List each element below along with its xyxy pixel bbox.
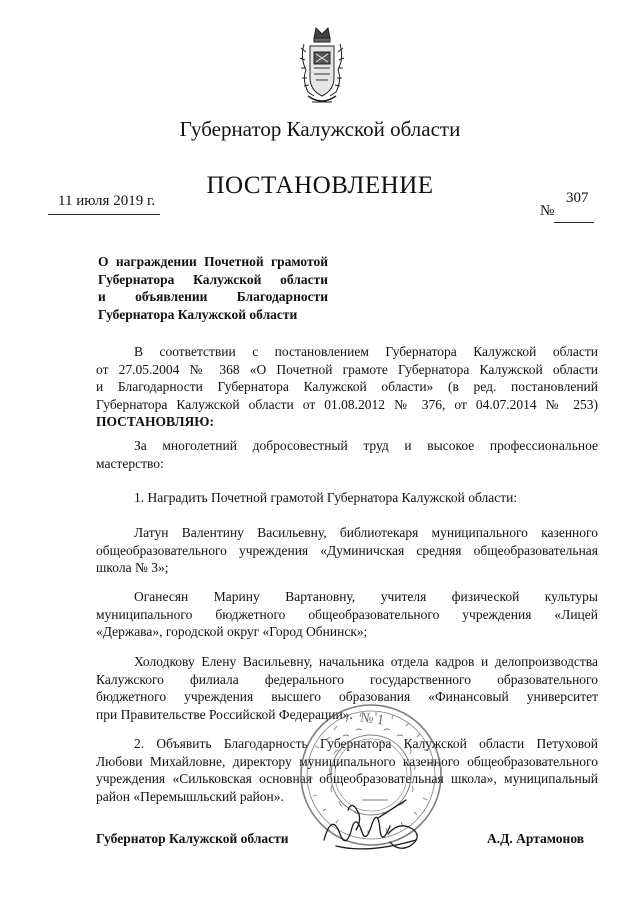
subject-line: Губернатора Калужской области	[98, 271, 328, 287]
document-type: ПОСТАНОВЛЕНИЕ	[206, 172, 434, 199]
subject-line: О награждении Почетной грамотой	[98, 254, 328, 269]
item-1-text: 1. Наградить Почетной грамотой Губернатора Калужской области:	[134, 490, 518, 505]
item-2-line: 2. Объявить Благодарность Губернатора Калужской области Петуховой	[134, 736, 598, 751]
decree-word: ПОСТАНОВЛЯЮ:	[96, 414, 214, 429]
awardee-2-line: Оганесян Марину Вартановну, учителя физической культуры	[134, 589, 598, 604]
awardee-3-line: бюджетного учреждения высшего образования «Финансовый университет	[96, 689, 598, 704]
preamble-line: и Благодарности Губернатора Калужской области» (в ред. постановлений	[96, 379, 598, 394]
preamble-line: В соответствии с постановлением Губернатора Калужской области	[134, 344, 598, 359]
awardee-1-line: школа № 3»;	[96, 560, 169, 575]
awardee-2-line: «Держава», городской округ «Город Обнинск»;	[96, 624, 368, 639]
merit-line: За многолетний добросовестный труд и высокое профессиональное	[134, 438, 598, 453]
merit-paragraph	[96, 437, 598, 472]
item-1-paragraph	[96, 489, 598, 507]
preamble-paragraph	[96, 343, 598, 431]
coat-of-arms-emblem	[296, 24, 348, 110]
preamble-line: от 27.05.2004 № 368 «О Почетной грамоте Губернатора Калужской области	[96, 361, 598, 377]
item-2-line: Любови Михайловне, директору муниципального казенного общеобразовательного	[96, 753, 598, 769]
merit-line: мастерство:	[96, 455, 164, 471]
awardee-2-line: муниципального бюджетного общеобразовательного учреждения «Лицей	[96, 606, 598, 622]
number-underline	[554, 222, 594, 223]
authority-title: Губернатор Калужской области	[179, 117, 461, 141]
number-sign: №	[540, 203, 555, 219]
awardee-2-paragraph	[96, 588, 598, 641]
awardee-3-line: Калужского филиала федерального государственного образовательного	[96, 671, 598, 687]
awardee-3-line: Холодкову Елену Васильевну, начальника отдела кадров и делопроизводства	[134, 654, 598, 669]
seal-number: № 1	[359, 710, 385, 729]
decree-subject	[98, 253, 328, 323]
awardee-1-line: общеобразовательного учреждения «Думиничская средняя общеобразовательная	[96, 542, 598, 558]
awardee-3-line: при Правительстве Российской Федерации».	[96, 706, 353, 722]
decree-number: 307	[566, 190, 589, 206]
subject-line: Губернатора Калужской области	[98, 306, 298, 322]
awardee-1-paragraph	[96, 524, 598, 577]
signatory-title: Губернатор Калужской области	[96, 831, 289, 846]
preamble-line: Губернатора Калужской области от 01.08.2012 № 376, от 04.07.2014 № 253)	[96, 396, 598, 412]
item-2-line: учреждения «Сильковская основная общеобразовательная школа», муниципальный	[96, 771, 598, 786]
awardee-1-line: Латун Валентину Васильевну, библиотекаря муниципального казенного	[134, 525, 598, 540]
handwritten-signature	[318, 790, 428, 860]
date-underline	[48, 214, 160, 215]
item-2-line: район «Перемышльский район».	[96, 788, 284, 804]
decree-date: 11 июля 2019 г.	[58, 193, 156, 209]
signatory-name: А.Д. Артамонов	[487, 831, 585, 846]
subject-line: и объявлении Благодарности	[98, 289, 328, 304]
